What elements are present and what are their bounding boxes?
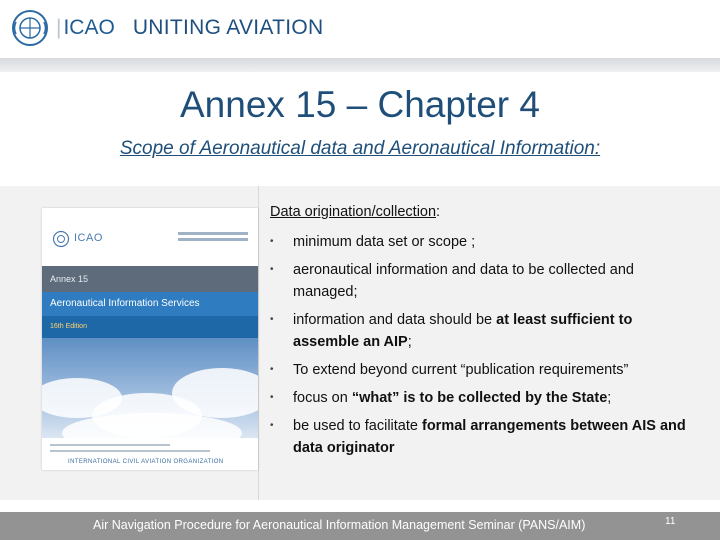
list-item: • minimum data set or scope ; [270,231,700,253]
list-item: • aeronautical information and data to be collected and managed; [270,259,700,303]
list-item: • To extend beyond current “publication requirements” [270,359,700,381]
book-emblem-icon [52,230,70,248]
section-heading-text: Data origination/collection [270,204,437,220]
list-item: • be used to facilitate formal arrangements between AIS and data originator [270,415,700,459]
bullet-icon: • [270,364,274,375]
bullet-icon: • [270,420,274,431]
icao-emblem-icon [10,8,50,48]
header-divider [0,58,720,72]
list-item: • focus on “what” is to be collected by the State; [270,387,700,409]
text-panel [270,186,710,500]
book-footer-org: INTERNATIONAL CIVIL AVIATION ORGANIZATION [68,459,224,465]
logo-tagline: UNITING AVIATION [132,16,324,39]
book-annex-label: Annex 15 [42,266,258,292]
bullet-icon: • [270,314,274,325]
bullet-icon: • [270,264,274,275]
footer-bar [0,512,720,540]
annex-15-cover-image [42,208,258,470]
bullet-list [270,231,700,465]
slide-subtitle: Scope of Aeronautical data and Aeronautical Information: [119,138,601,159]
content-area [0,186,720,500]
book-cover-bottom [42,438,258,470]
book-cover-top [42,208,258,266]
header [0,0,720,60]
book-cloud-photo [42,338,258,438]
list-item: • information and data should be at least sufficient to assemble an AIP; [270,309,700,353]
book-fine-print [178,232,248,244]
slide-title: Annex 15 – Chapter 4 [180,84,540,125]
bullet-icon: • [270,392,274,403]
bullet-icon: • [270,236,274,247]
section-heading: Data origination/collection: [270,204,441,220]
book-org: ICAO [74,232,103,244]
book-edition: 16th Edition [42,316,258,338]
logo-wordmark: |ICAO UNITING AVIATION [56,16,324,39]
left-panel [0,186,259,500]
footer-text: Air Navigation Procedure for Aeronautical Information Management Seminar (PANS/AIM) [93,518,586,532]
logo-org: ICAO [63,16,115,39]
page-number: 11 [665,516,676,527]
book-title: Aeronautical Information Services [42,292,258,316]
